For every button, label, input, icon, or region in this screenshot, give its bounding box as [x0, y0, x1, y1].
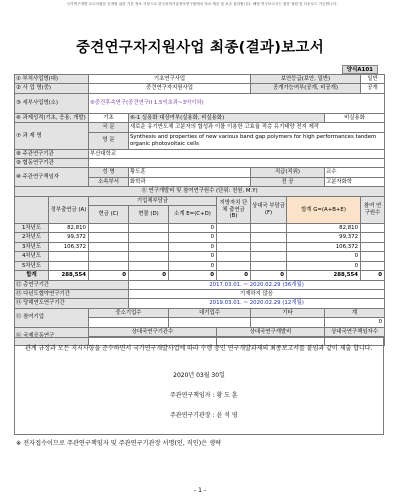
budget-people [361, 252, 385, 261]
sum-total: 288,554 [287, 271, 361, 280]
budget-local [217, 242, 251, 251]
participants-total: 0 [325, 318, 385, 327]
major-label: 전 공 [251, 177, 325, 186]
intl-label: ⑯ 국제공동연구 [15, 327, 89, 346]
total-col-header: 합계 G=(A+B+E) [287, 196, 361, 223]
sum-people: 0 [361, 271, 385, 280]
dept-name-value: 화학과 [129, 177, 251, 186]
task-eng-value: Synthesis and properties of new various band gap polymers for high performances tandem organic photovoltaic cells [129, 132, 385, 149]
budget-total: 0 [287, 252, 361, 261]
period-total-value: 2017.03.01. ~ 2020.02.29 (36개월) [129, 280, 385, 289]
intl-col-leaders: 상대국연구책임자수 [325, 327, 385, 336]
budget-subtotal: 0 [169, 252, 217, 261]
participants-other [251, 318, 325, 327]
row-nature [15, 113, 385, 122]
budget-row [15, 261, 385, 270]
detail-label: ③ 세부사업명(소) [15, 93, 89, 113]
name-value: 황도훈 [129, 168, 251, 177]
task-kor-value: 새로운 유기반도체 고분자의 합성과 이를 이용한 고효율 적층 유기태양 전지 제작 [129, 123, 385, 132]
row-intl-head [15, 327, 385, 336]
budget-total: 82,810 [287, 224, 361, 233]
declaration-text: 관계 규정과 모든 지시사항을 준수하면서 국가연구개발사업에 따라 수행 중인 연구개발과제의 최종보고서를 붙임과 같이 제출 합니다. [25, 345, 373, 352]
participants-label: ⑮ 참여기업 [15, 308, 89, 327]
row-task-kor [15, 123, 385, 132]
other-col-header: 상대국 부담금 (F) [251, 196, 287, 223]
sum-other: 0 [251, 271, 287, 280]
budget-total: 106,372 [287, 242, 361, 251]
subtotal-col-header: 소계 E=(C+D) [169, 206, 217, 224]
public-value: 공개 [361, 84, 385, 93]
budget-other [251, 252, 287, 261]
sum-gov: 288,554 [49, 271, 89, 280]
signature-institution-name: 윤 석 영 [216, 412, 238, 419]
budget-subtotal: 0 [169, 224, 217, 233]
row-researcher-1 [15, 168, 385, 177]
task-label: ⑦ 과 제 명 [15, 123, 89, 149]
major-value: 고분자화학 [325, 177, 385, 186]
row-coop [15, 159, 385, 168]
budget-other [251, 224, 287, 233]
budget-sum-row [15, 271, 385, 280]
budget-header-1 [15, 196, 385, 205]
footnote: ※ 전자접수이므로 주관연구책임자 및 주관연구기관장 서명(인, 직인)은 생략 [16, 440, 222, 447]
task-eng-label: 영 문 [89, 132, 129, 149]
budget-year: 1차년도 [15, 224, 49, 233]
org-value: 부산대학교 [89, 149, 385, 158]
dept-value: 기초연구사업 [89, 75, 251, 84]
budget-local [217, 252, 251, 261]
header-note: 국가연구개발 보고서원문 공개를 위한 기본 정보 사항으로 한국과학기술정보연구원에서 자료 제공 및 보존 관리합니다. 해당 연구보고서는 원문 열람 및 다운로드 가능합니다. [66, 2, 338, 6]
participants-large [169, 318, 251, 327]
period-year-value: 2019.03.01. ~ 2020.02.29 (12개월) [129, 299, 385, 308]
budget-row [15, 224, 385, 233]
public-label: 공개가능여부(공개, 비공개) [251, 84, 361, 93]
row-org [15, 149, 385, 158]
budget-cash [89, 233, 129, 242]
participants-col-sme: 중소기업수 [89, 308, 169, 317]
budget-local [217, 261, 251, 270]
budget-other [251, 242, 287, 251]
budget-local [217, 224, 251, 233]
signature-researcher-label: 주관연구책임자 : [170, 392, 215, 399]
budget-local [217, 233, 251, 242]
budget-people [361, 233, 385, 242]
multi-value: 기재하지 않음 [129, 289, 385, 298]
intl-col-orgs: 상대국연구기관수 [89, 327, 217, 336]
budget-subtotal: 0 [169, 261, 217, 270]
coop-label: ⑨ 협동연구기관 [15, 159, 89, 168]
signature-researcher [170, 390, 238, 399]
budget-inkind [129, 261, 169, 270]
position-label: 직급(직위) [251, 168, 325, 177]
signature-institution-label: 주관연구기관장 : [170, 412, 215, 419]
task-kor-label: 국 문 [89, 123, 129, 132]
sum-cash: 0 [89, 271, 129, 280]
practical-label: ⑥-1 실용화 대상여부(실용화, 비실용화) [129, 113, 325, 122]
budget-inkind [129, 242, 169, 251]
row-participants-head [15, 308, 385, 317]
dept-label: ① 부처사업명(대) [15, 75, 89, 84]
row-period-year [15, 299, 385, 308]
name-label: 성 명 [89, 168, 129, 177]
sum-label: 합계 [15, 271, 49, 280]
sum-subtotal: 0 [169, 271, 217, 280]
budget-cash [89, 242, 129, 251]
participants-sme [89, 318, 169, 327]
security-label: 보안등급(보안, 일반) [251, 75, 361, 84]
budget-subtotal: 0 [169, 233, 217, 242]
report-form-table [14, 74, 385, 346]
budget-subtotal: 0 [169, 242, 217, 251]
budget-inkind [129, 252, 169, 261]
budget-cash [89, 252, 129, 261]
company-col-header: 기업체부담금 [89, 196, 217, 205]
period-total-label: ⑫ 총연구기간 [15, 280, 129, 289]
budget-inkind [129, 224, 169, 233]
budget-gov: 106,372 [49, 242, 89, 251]
budget-cash [89, 261, 129, 270]
budget-gov [49, 261, 89, 270]
org-label: ⑧ 주관연구기관 [15, 149, 89, 158]
cash-col-header: 현금 (C) [89, 206, 129, 224]
budget-gov: 99,372 [49, 233, 89, 242]
budget-year: 2차년도 [15, 233, 49, 242]
budget-other [251, 261, 287, 270]
multi-label: ⑬ 다년도협약연구기간 [15, 289, 129, 298]
row-period-total [15, 280, 385, 289]
budget-year: 5차년도 [15, 261, 49, 270]
budget-gov: 82,810 [49, 224, 89, 233]
researcher-label: ⑩ 주관연구책임자 [15, 168, 89, 187]
budget-year: 3차년도 [15, 242, 49, 251]
budget-rows [15, 224, 385, 271]
budget-row [15, 233, 385, 242]
participants-col-total: 계 [325, 308, 385, 317]
year-col-header [15, 196, 49, 223]
people-col-header: 참여 연구원수 [361, 196, 385, 223]
position-value: 교수 [325, 168, 385, 177]
page-title: 중견연구자지원사업 최종(결과)보고서 [75, 40, 325, 56]
dept-name-label: 소속부서 [89, 177, 129, 186]
row-dept [15, 75, 385, 84]
practical-value: 비실용화 [325, 113, 385, 122]
budget-title-row [15, 187, 385, 196]
sum-local: 0 [217, 271, 251, 280]
signature-researcher-name: 황 도 훈 [216, 392, 238, 399]
budget-row [15, 242, 385, 251]
budget-inkind [129, 233, 169, 242]
row-project [15, 84, 385, 93]
budget-total: 0 [287, 261, 361, 270]
gov-col-header: 정부출연금 (A) [49, 196, 89, 223]
budget-row [15, 252, 385, 261]
participants-col-large: 대기업수 [169, 308, 251, 317]
security-value: 일반 [361, 75, 385, 84]
budget-cash [89, 224, 129, 233]
row-detail [15, 93, 385, 113]
coop-value [89, 159, 385, 168]
project-label: ② 사 업 명(중) [15, 84, 89, 93]
budget-other [251, 233, 287, 242]
budget-title: ⑪ 연구개발비 및 참여연구원수 (단위: 천원, M.Y) [15, 187, 385, 196]
detail-value: ⑥중견후속연구(중견연구II 1.5억초과~3억이하) [89, 93, 385, 113]
nature-value: 기초 [89, 113, 129, 122]
sum-inkind: 0 [129, 271, 169, 280]
row-multi [15, 289, 385, 298]
budget-year: 4차년도 [15, 252, 49, 261]
form-label: 양식A101 [342, 65, 378, 74]
intl-col-budget: 상대국연구개발비 [217, 327, 325, 336]
budget-people [361, 242, 385, 251]
participants-col-other: 기타 [251, 308, 325, 317]
page-number: - 1 - [194, 487, 206, 494]
budget-gov [49, 252, 89, 261]
project-value: 중견연구자지원사업 [89, 84, 251, 93]
nature-label: ⑥ 과제성격(기초, 응용, 개발) [15, 113, 89, 122]
local-col-header: 지방자치 단체 출연금 (B) [217, 196, 251, 223]
budget-total: 99,372 [287, 233, 361, 242]
declaration-box [14, 337, 384, 435]
inkind-col-header: 현물 (D) [129, 206, 169, 224]
signature-institution [170, 410, 238, 419]
budget-people [361, 261, 385, 270]
budget-people [361, 224, 385, 233]
period-year-label: ⑭ 당해연도연구기간 [15, 299, 129, 308]
declaration-date: 2020년 03월 30일 [173, 372, 225, 379]
